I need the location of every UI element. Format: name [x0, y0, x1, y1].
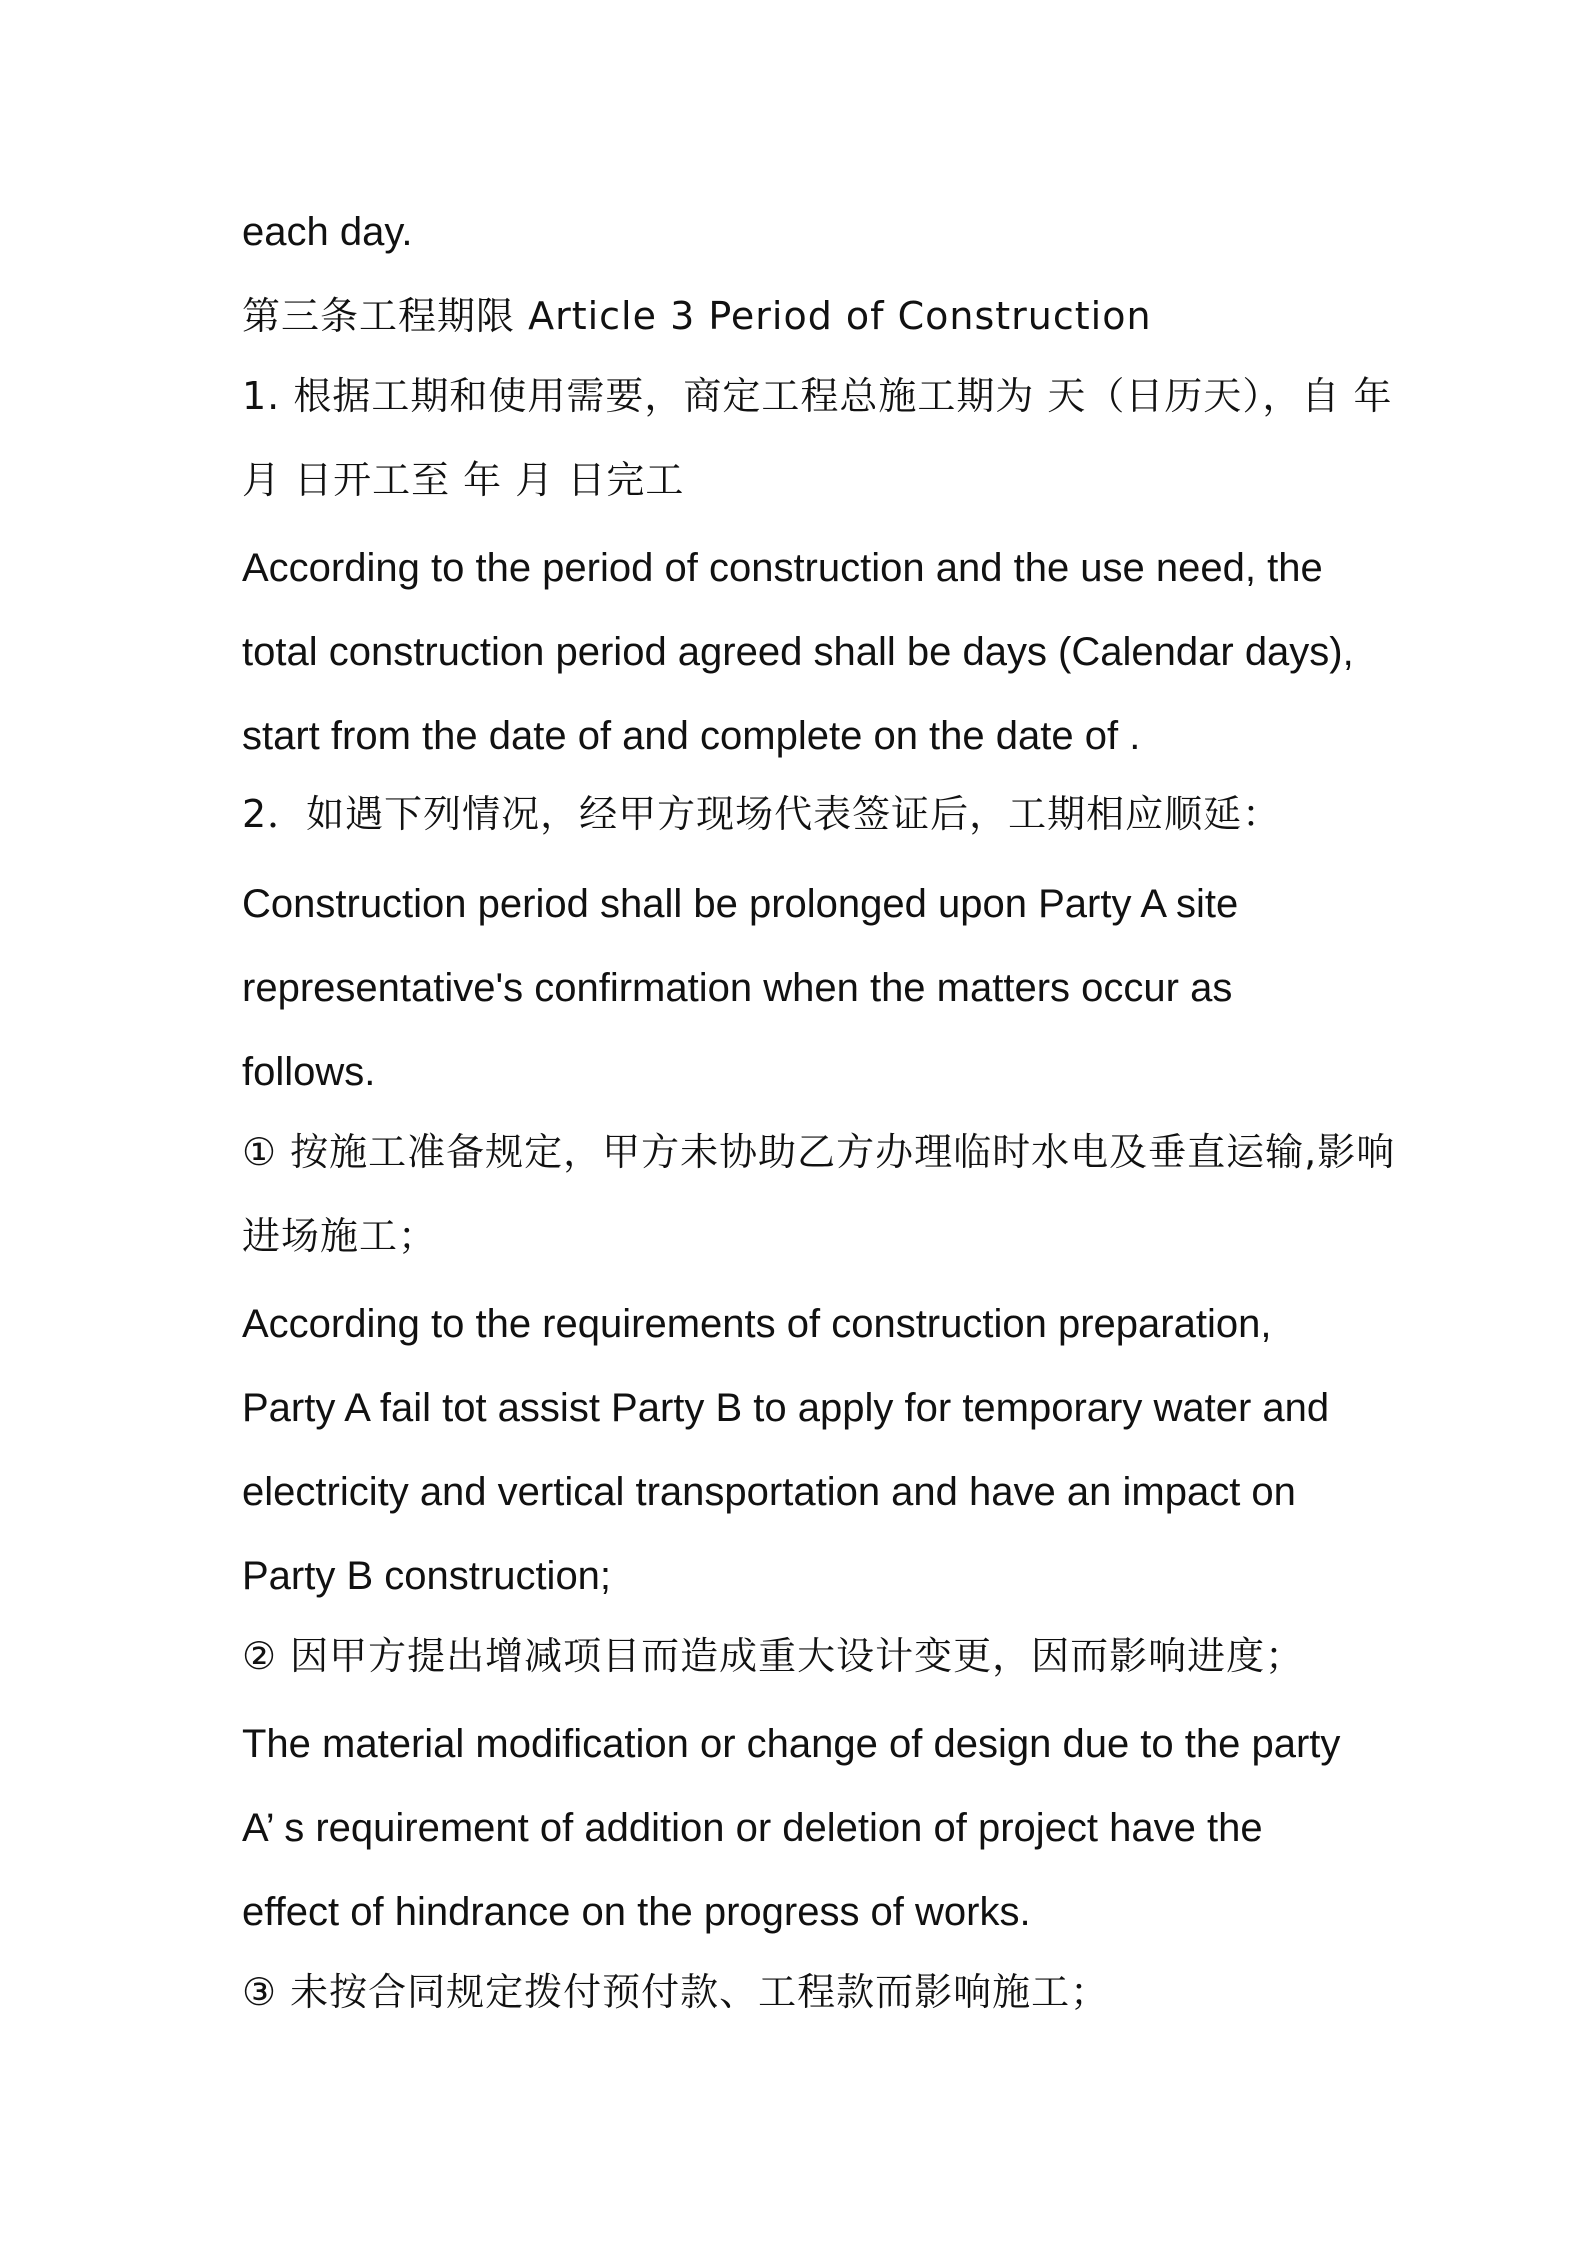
- text-line: The material modification or change of design due to the party: [242, 1722, 1341, 1766]
- list-item: ② 因甲方提出增减项目而造成重大设计变更，因而影响进度；: [242, 1634, 1305, 1678]
- list-item: ③ 未按合同规定拨付预付款、工程款而影响施工；: [242, 1970, 1110, 2014]
- text-line: 2．如遇下列情况，经甲方现场代表签证后，工期相应顺延：: [242, 792, 1282, 836]
- text-line: Party B construction;: [242, 1554, 612, 1598]
- text-line: According to the period of construction and the use need, the: [242, 546, 1323, 590]
- text-line: start from the date of and complete on the date of .: [242, 714, 1141, 758]
- text-line: follows.: [242, 1050, 376, 1094]
- text-line: Construction period shall be prolonged upon Party A site: [242, 882, 1239, 926]
- text-line: According to the requirements of construction preparation,: [242, 1302, 1272, 1346]
- text-line: 进场施工；: [242, 1214, 438, 1258]
- text-line: Party A fail tot assist Party B to apply for temporary water and: [242, 1386, 1330, 1430]
- text-line: 月 日开工至 年 月 日完工: [242, 458, 685, 502]
- article-heading: 第三条工程期限 Article 3 Period of Construction: [242, 294, 1152, 338]
- text-line: total construction period agreed shall be days (Calendar days),: [242, 630, 1354, 674]
- text-line: representative's confirmation when the matters occur as: [242, 966, 1233, 1010]
- text-line: A’ s requirement of addition or deletion of project have the: [242, 1806, 1263, 1850]
- text-line: effect of hindrance on the progress of works.: [242, 1890, 1031, 1934]
- text-line: each day.: [242, 210, 413, 254]
- text-line: electricity and vertical transportation and have an impact on: [242, 1470, 1296, 1514]
- list-item: ① 按施工准备规定，甲方未协助乙方办理临时水电及垂直运输,影响: [242, 1130, 1396, 1174]
- text-line: 1. 根据工期和使用需要，商定工程总施工期为 天（日历天），自 年: [242, 374, 1393, 418]
